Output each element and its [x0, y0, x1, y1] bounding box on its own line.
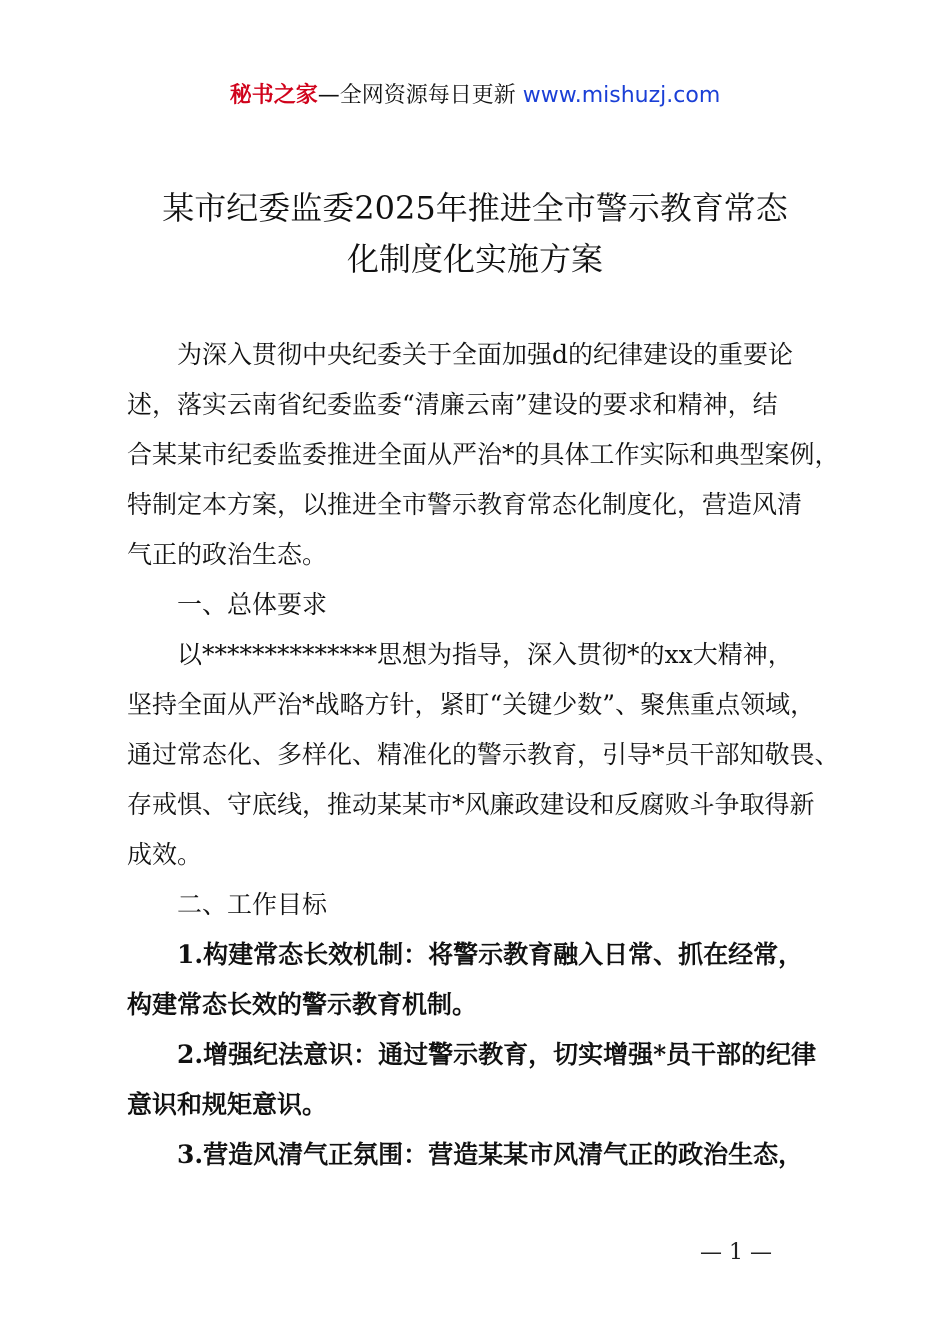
banner-tagline: —全网资源每日更新 [317, 83, 523, 108]
section-1-line-5: 成效。 [127, 840, 203, 869]
title-line-2: 化制度化实施方案 [346, 240, 603, 278]
document-body [127, 330, 857, 1180]
title-line-1: 某市纪委监委2025年推进全市警示教育常态 [162, 189, 788, 227]
section-2-heading: 二、工作目标 [177, 890, 328, 919]
site-banner [0, 80, 950, 112]
intro-line-3: 合某某市纪委监委推进全面从严治*的具体工作实际和典型案例， [127, 440, 840, 469]
section-1-line-3: 通过常态化、多样化、精准化的警示教育，引导*员干部知敬畏、 [127, 740, 840, 769]
intro-line-1: 为深入贯彻中央纪委关于全面加强d的纪律建设的重要论 [177, 340, 794, 369]
brand-name: 秘书之家 [229, 83, 318, 108]
site-url-link[interactable]: www.mishuzj.com [522, 83, 721, 108]
section-1-heading: 一、总体要求 [177, 590, 328, 619]
intro-line-2: 述，落实云南省纪委监委“清廉云南”建设的要求和精神，结 [127, 390, 778, 419]
goal-1-line-2: 构建常态长效的警示教育机制。 [127, 990, 478, 1019]
intro-paragraph [127, 330, 857, 580]
section-1-line-4: 存戒惧、守底线，推动某某市*风廉政建设和反腐败斗争取得新 [127, 790, 815, 819]
section-1-paragraph [127, 630, 857, 880]
goal-2-line-2: 意识和规矩意识。 [127, 1090, 328, 1119]
goal-1-line-1: 1.构建常态长效机制：将警示教育融入日常、抓在经常， [177, 940, 804, 969]
section-1-line-2: 坚持全面从严治*战略方针，紧盯“关键少数”、聚焦重点领域， [127, 690, 816, 719]
goal-2-paragraph [127, 1030, 857, 1130]
goal-3-paragraph [127, 1130, 857, 1180]
intro-line-5: 气正的政治生态。 [127, 540, 328, 569]
document-title [100, 183, 850, 285]
goal-3-line-1: 3.营造风清气正氛围：营造某某市风清气正的政治生态， [177, 1140, 804, 1169]
intro-line-4: 特制定本方案，以推进全市警示教育常态化制度化，营造风清 [127, 490, 803, 519]
goal-1-paragraph [127, 930, 857, 1030]
page-number: — 1 — [700, 1240, 772, 1265]
goal-2-line-1: 2.增强纪法意识：通过警示教育，切实增强*员干部的纪律 [177, 1040, 817, 1069]
section-1-line-1: 以**************思想为指导，深入贯彻*的xx大精神， [177, 640, 793, 669]
